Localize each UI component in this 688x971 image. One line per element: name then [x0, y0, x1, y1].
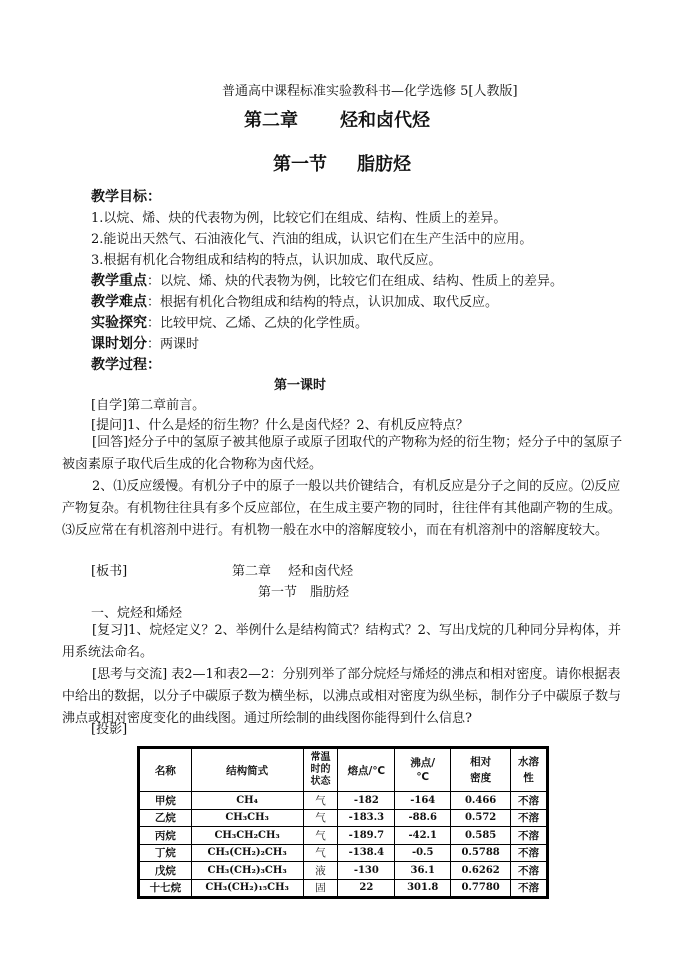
table-cell: 液 [303, 862, 338, 880]
discussion-text: [思考与交流] 表2—1和表2—2：分别列举了部分烷烃与烯烃的沸点和相对密度。请你根据表中给出的数据，以分子中碳原子数为横坐标，以沸点或相对密度为纵坐标，制作分子中碳原子数与沸点或相对密度变化的曲线图。通过所绘制的曲线图你能得到什么信息? [62, 667, 622, 726]
goals-label: 教学目标： [91, 189, 161, 205]
table-cell: 不溶 [511, 879, 547, 897]
table-cell: 不溶 [511, 844, 547, 862]
class-hours-label: 课时划分 [91, 336, 147, 352]
goal-item: 2.能说出天然气、石油液化气、汽油的组成，认识它们在生产生活中的应用。 [91, 232, 533, 247]
class-hours-text: ：两课时 [147, 337, 200, 352]
table-cell: 不溶 [511, 809, 547, 827]
table-cell: 0.5788 [451, 844, 511, 862]
table-cell: 0.7780 [451, 879, 511, 897]
table-cell: 丙烷 [140, 827, 192, 845]
process-label: 教学过程： [91, 357, 161, 373]
answer-paragraph [62, 432, 628, 476]
table-cell: -189.7 [338, 827, 395, 845]
self-study: [自学]第二章前言。 [91, 398, 206, 413]
table-cell: 301.8 [395, 879, 451, 897]
table-cell: 乙烷 [140, 809, 192, 827]
table-cell: 气 [303, 809, 338, 827]
table-cell: -183.3 [338, 809, 395, 827]
table-cell: 丁烷 [140, 844, 192, 862]
alkane-properties-table [139, 748, 547, 897]
table-cell: -42.1 [395, 827, 451, 845]
table-cell: 0.6262 [451, 862, 511, 880]
class-hours [91, 333, 199, 353]
lesson-title: 第一课时 [274, 378, 327, 393]
table-cell: -182 [338, 792, 395, 810]
table-cell: 不溶 [511, 827, 547, 845]
discussion-paragraph [62, 664, 628, 730]
table-cell: 0.585 [451, 827, 511, 845]
table-cell: 固 [303, 879, 338, 897]
key-points-label: 教学重点 [91, 273, 147, 289]
key-points-text: ：以烷、烯、炔的代表物为例，比较它们在组成、结构、性质上的差异。 [147, 274, 564, 289]
answer-paragraph [62, 476, 628, 542]
column-header: 结构简式 [191, 749, 303, 792]
column-header: 名称 [140, 749, 192, 792]
table-row [140, 827, 547, 845]
difficulties [91, 291, 498, 311]
table-cell: 十七烷 [140, 879, 192, 897]
column-header: 沸点/℃ [395, 749, 451, 792]
chapter-number: 第二章 [244, 110, 298, 131]
board-tag: [板书] [91, 564, 128, 579]
table-cell: CH₃(CH₂)₁₅CH₃ [191, 879, 303, 897]
table-cell: 36.1 [395, 862, 451, 880]
table-row [140, 862, 547, 880]
table-cell: CH₃(CH₂)₃CH₃ [191, 862, 303, 880]
review-paragraph [62, 620, 628, 664]
chapter-name: 烃和卤代烃 [340, 110, 430, 131]
goal-item: 3.根据有机化合物组成和结构的特点，认识加成、取代反应。 [91, 253, 442, 268]
table-header-row [140, 749, 547, 792]
board-section: 第一节 脂肪烃 [258, 585, 350, 600]
subheading: 一、烷烃和烯烃 [91, 606, 183, 621]
table-cell: 0.466 [451, 792, 511, 810]
column-header: 相对密度 [451, 749, 511, 792]
experiment-text: ：比较甲烷、乙烯、乙炔的化学性质。 [147, 316, 369, 331]
table-row [140, 792, 547, 810]
textbook-header: 普通高中课程标准实验教科书—化学选修 5[人教版] [222, 84, 518, 99]
answer-text: 2、⑴反应缓慢。有机分子中的原子一般以共价键结合，有机反应是分子之间的反应。⑵反应产物复杂。有机物往往具有多个反应部位，在生成主要产物的同时，往往伴有其他副产物的生成。⑶反应常在有机溶剂中进行。有机物一般在水中的溶解度较小，而在有机溶剂中的溶解度较大。 [62, 479, 622, 538]
table-cell: -164 [395, 792, 451, 810]
table-cell: 气 [303, 844, 338, 862]
table-cell: 气 [303, 827, 338, 845]
goal-item: 1.以烷、烯、炔的代表物为例，比较它们在组成、结构、性质上的差异。 [91, 211, 507, 226]
column-header: 常温时的状态 [303, 749, 338, 792]
board-chapter: 第二章 烃和卤代烃 [232, 564, 354, 579]
experiment-label: 实验探究 [91, 315, 147, 331]
table-row [140, 809, 547, 827]
experiment [91, 312, 368, 332]
table-cell: 0.572 [451, 809, 511, 827]
column-header: 水溶性 [511, 749, 547, 792]
table-cell: -138.4 [338, 844, 395, 862]
table-cell: 甲烷 [140, 792, 192, 810]
key-points [91, 270, 563, 290]
table-cell: 不溶 [511, 792, 547, 810]
review-text: [复习]1、烷烃定义？2、举例什么是结构简式？结构式？2、写出戊烷的几种同分异构体，并用系统法命名。 [62, 623, 621, 660]
table-cell: 气 [303, 792, 338, 810]
chapter-title [244, 106, 430, 132]
projection-tag: [投影] [91, 722, 128, 737]
table-cell: -88.6 [395, 809, 451, 827]
section-title [273, 150, 411, 176]
table-row [140, 879, 547, 897]
table-cell: -0.5 [395, 844, 451, 862]
column-header: 熔点/℃ [338, 749, 395, 792]
table-cell: 不溶 [511, 862, 547, 880]
table-cell: CH₃CH₂CH₃ [191, 827, 303, 845]
table-cell: 22 [338, 879, 395, 897]
table-row [140, 844, 547, 862]
difficulties-text: ：根据有机化合物组成和结构的特点，认识加成、取代反应。 [147, 295, 499, 310]
section-number: 第一节 [273, 154, 327, 175]
question: [提问]1、什么是烃的衍生物？什么是卤代烃？2、有机反应特点？ [91, 418, 469, 433]
answer-text: [回答]烃分子中的氢原子被其他原子或原子团取代的产物称为烃的衍生物；烃分子中的氢原子被卤素原子取代后生成的化合物称为卤代烃。 [62, 435, 623, 472]
table-cell: 戊烷 [140, 862, 192, 880]
table-cell: CH₄ [191, 792, 303, 810]
table-cell: CH₃CH₃ [191, 809, 303, 827]
table-cell: -130 [338, 862, 395, 880]
section-name: 脂肪烃 [357, 154, 411, 175]
difficulties-label: 教学难点 [91, 294, 147, 310]
table-cell: CH₃(CH₂)₂CH₃ [191, 844, 303, 862]
